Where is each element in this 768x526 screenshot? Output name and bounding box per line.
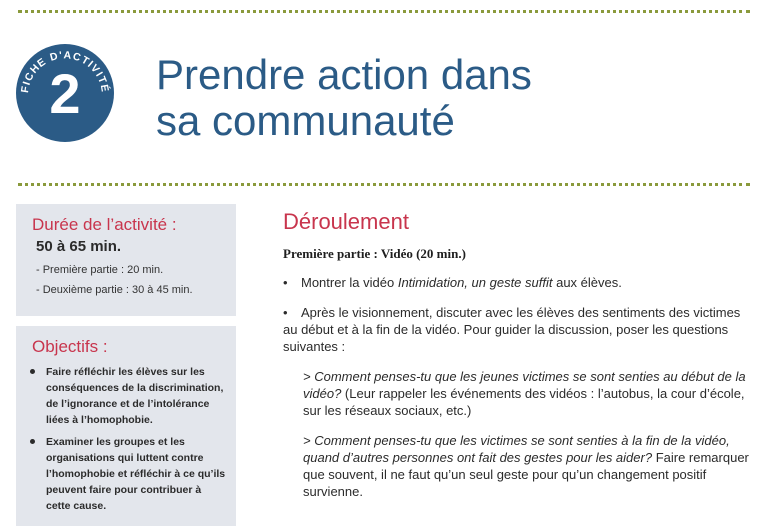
question-1: [283, 368, 753, 419]
part-heading: Première partie : Vidéo (20 min.): [283, 246, 466, 261]
top-dotted-divider: [18, 10, 750, 13]
bullet-paragraph-2: [283, 304, 753, 355]
bullet-icon: [30, 439, 35, 444]
badge-number: 2: [49, 62, 81, 125]
objective-text: Faire réfléchir les élèves sur les conséquences de la discrimination, de l’ignorance et de l’intolérance liées à l’homophobie.: [46, 366, 224, 426]
bullet-icon: [30, 369, 35, 374]
title-line-2: sa communauté: [156, 97, 455, 144]
question-1-note: (Leur rappeler les événements des vidéos : l’autobus, la cour d’école, sur les réseaux sociaux, etc.): [303, 386, 745, 418]
duration-heading: Durée de l’activité :: [32, 215, 177, 234]
duration-part-1: - Première partie : 20 min.: [36, 264, 164, 276]
bullet1-post: aux élèves.: [552, 275, 622, 290]
objectives-list: [16, 358, 236, 520]
main-content: [283, 208, 753, 513]
list-item: [16, 364, 236, 434]
question-2-italic: > Comment penses-tu que les victimes se sont senties à la fin de la vidéo, quand d’autres personnes ont fait des gestes pour les aider?: [303, 433, 730, 465]
section-title: Déroulement: [283, 209, 409, 234]
bullet-icon: •: [283, 275, 288, 290]
question-2: [283, 432, 753, 500]
title-line-1: Prendre action dans: [156, 51, 532, 98]
objectives-heading: Objectifs :: [32, 337, 108, 356]
list-item: [16, 434, 236, 520]
duration-part-2: - Deuxième partie : 30 à 45 min.: [36, 284, 193, 296]
activity-badge: [16, 44, 114, 142]
page-title: [156, 52, 716, 144]
video-title: Intimidation, un geste suffit: [397, 275, 553, 290]
badge-label: FICHE D'ACTIVITÉ: [18, 49, 112, 94]
question-2-note: Faire remarquer que souvent, il ne faut qu’un seul geste pour qu’un changement positif survienne.: [303, 450, 749, 499]
bullet1-pre: Montrer la vidéo: [301, 275, 398, 290]
objectives-box: [16, 326, 236, 526]
duration-box: [16, 204, 236, 316]
duration-total: 50 à 65 min.: [36, 238, 122, 255]
middle-dotted-divider: [18, 183, 750, 186]
question-1-italic: > Comment penses-tu que les jeunes victimes se sont senties au début de la vidéo?: [303, 369, 746, 401]
bullet-paragraph-1: [283, 274, 753, 291]
bullet2-text: Après le visionnement, discuter avec les élèves des sentiments des victimes au début et à la fin de la vidéo. Pour guider la discussion, poser les questions suivantes :: [283, 305, 741, 354]
objective-text: Examiner les groupes et les organisations qui luttent contre l’homophobie et réfléchir à ce qu’ils peuvent faire pour contribuer à cette cause.: [46, 436, 226, 512]
bullet-icon: •: [283, 305, 288, 320]
